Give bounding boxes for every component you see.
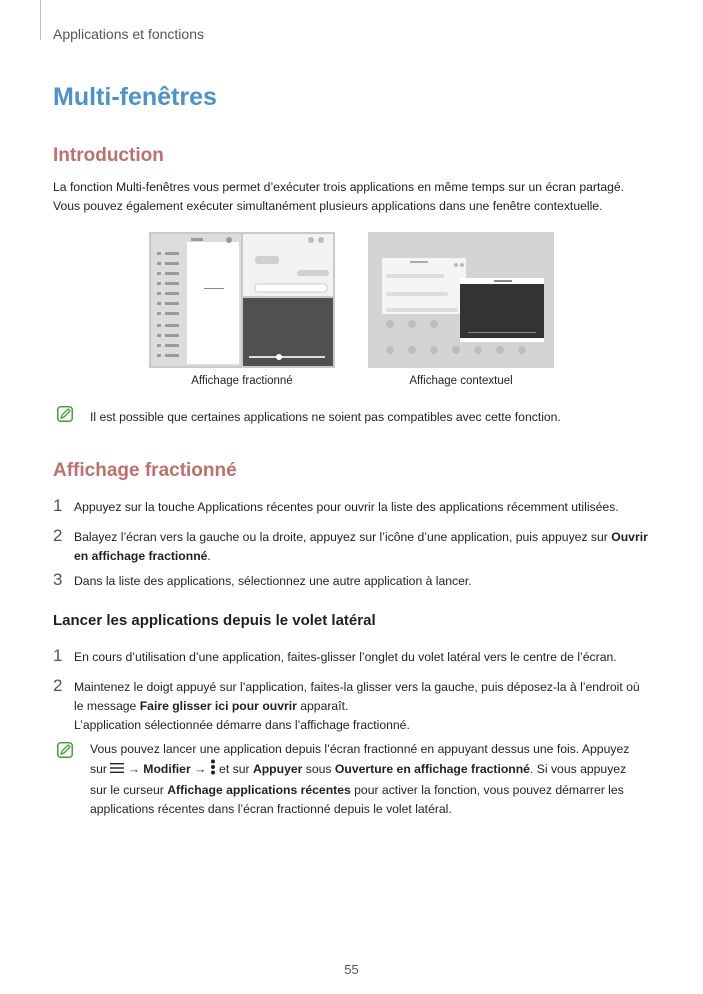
intro-paragraph bbox=[53, 178, 653, 216]
step-text: En cours d’utilisation d’une application, faites-glisser l’onglet du volet latéral vers le centre de l’écran. bbox=[74, 650, 617, 664]
intro-heading: Introduction bbox=[53, 145, 164, 166]
page-number: 55 bbox=[344, 962, 359, 977]
split-view-tip: Vous pouvez lancer une application depuis l’écran fractionné en appuyant dessus une fois. Appuyez sur → Modifier → et sur Appuyer sous Ouverture en affichage fractionné. Si vous appuyez sur le curseur Affichage applications récentes pour activer la fonction, vous pouvez démarrer les applications récentes dans l’écran fractionné depuis le volet latéral. bbox=[90, 742, 630, 816]
split-view-heading: Affichage fractionné bbox=[53, 460, 237, 481]
step-text: Maintenez le doigt appuyé sur l’application, faites-la glisser vers la gauche, puis déposez-la à l’endroit où le message Faire glisser ici pour ouvrir apparaît. L’application sélectionnée démarre dans l’affichage fractionné. bbox=[74, 680, 640, 732]
popup-view-caption: Affichage contextuel bbox=[409, 375, 513, 387]
compatibility-note: Il est possible que certaines applications ne soient pas compatibles avec cette fonction. bbox=[90, 410, 561, 424]
split-view-illustration bbox=[149, 232, 335, 368]
step-number: 3 bbox=[53, 570, 63, 589]
step-number: 1 bbox=[53, 496, 63, 515]
step-text: Appuyez sur la touche Applications récentes pour ouvrir la liste des applications récemment utilisées. bbox=[74, 500, 619, 514]
note-icon bbox=[57, 406, 73, 422]
menu-icon bbox=[110, 761, 124, 780]
step-text: Balayez l’écran vers la gauche ou la droite, appuyez sur l’icône d’une application, puis appuyez sur Ouvrir en affichage fractionné. bbox=[74, 530, 648, 563]
split-view-caption: Affichage fractionné bbox=[191, 375, 293, 387]
section-label: Applications et fonctions bbox=[53, 26, 204, 42]
header-rule bbox=[40, 0, 41, 40]
side-panel-heading: Lancer les applications depuis le volet latéral bbox=[53, 612, 376, 629]
step-number: 1 bbox=[53, 646, 63, 665]
page-title: Multi-fenêtres bbox=[53, 83, 217, 111]
step-number: 2 bbox=[53, 676, 63, 695]
intro-line-2: Vous pouvez également exécuter simultanément plusieurs applications dans une fenêtre contextuelle. bbox=[53, 199, 603, 213]
intro-line-1: La fonction Multi-fenêtres vous permet d’exécuter trois applications en même temps sur un écran partagé. bbox=[53, 180, 625, 194]
step-text: Dans la liste des applications, sélectionnez une autre application à lancer. bbox=[74, 574, 472, 588]
step-number: 2 bbox=[53, 526, 63, 545]
popup-view-illustration bbox=[368, 232, 554, 368]
note-icon bbox=[57, 742, 73, 758]
